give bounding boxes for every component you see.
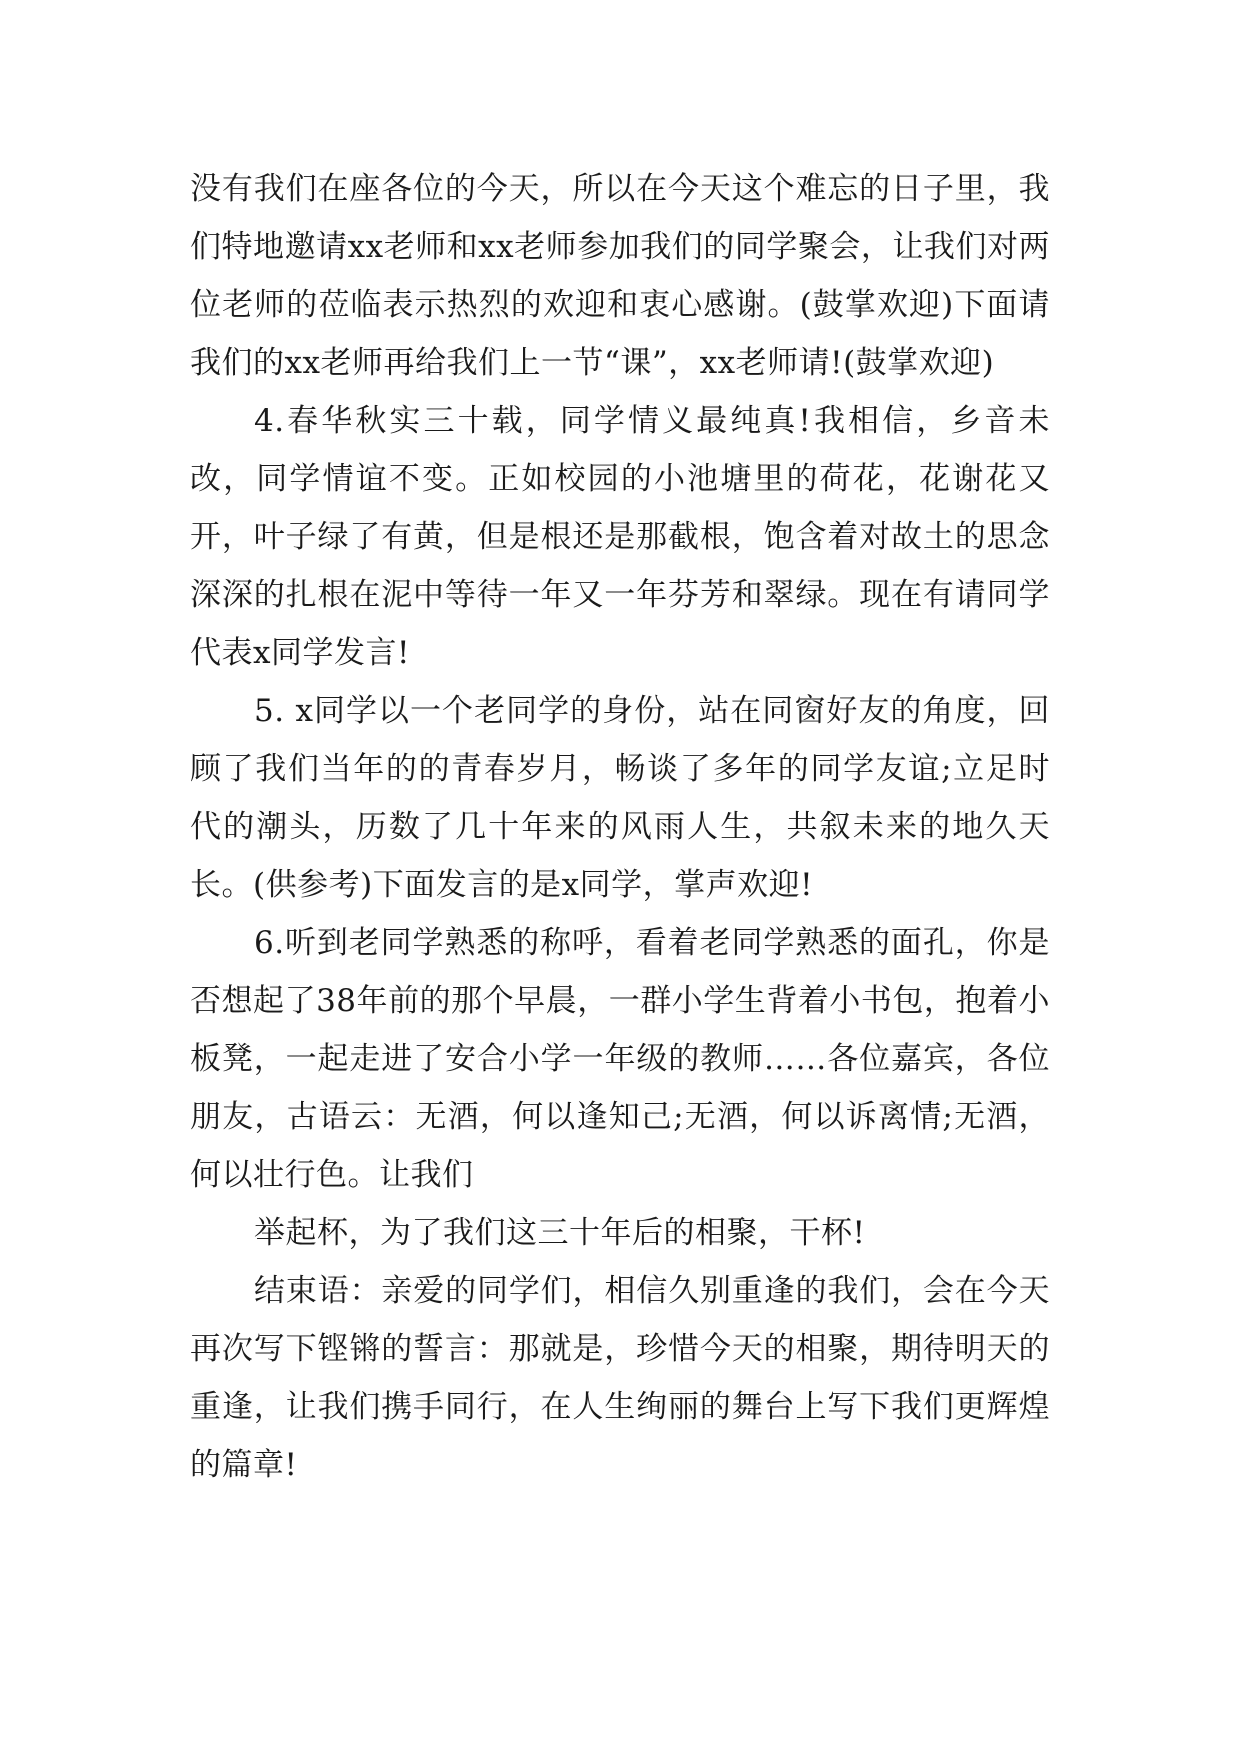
paragraph-6: 6.听到老同学熟悉的称呼，看着老同学熟悉的面孔，你是否想起了38年前的那个早晨，一群小学生背着小书包，抱着小板凳，一起走进了安合小学一年级的教师……各位嘉宾，各位朋友，古语云：无酒，何以逢知己;无酒，何以诉离情;无酒，何以壮行色。让我们 — [190, 925, 1050, 1193]
paragraph-5: 5. x同学以一个老同学的身份，站在同窗好友的角度，回顾了我们当年的的青春岁月，畅谈了多年的同学友谊;立足时代的潮头，历数了几十年来的风雨人生，共叙未来的地久天长。(供参考)下面发言的是x同学，掌声欢迎! — [190, 693, 1050, 903]
paragraph-4: 4.春华秋实三十载，同学情义最纯真!我相信，乡音未改，同学情谊不变。正如校园的小池塘里的荷花，花谢花又开，叶子绿了有黄，但是根还是那截根，饱含着对故土的思念深深的扎根在泥中等待一年又一年芬芳和翠绿。现在有请同学代表x同学发言! — [190, 403, 1050, 671]
paragraph-toast: 举起杯，为了我们这三十年后的相聚，干杯! — [254, 1215, 866, 1251]
document-body — [190, 160, 1050, 1494]
paragraph-closing: 结束语：亲爱的同学们，相信久别重逢的我们，会在今天再次写下铿锵的誓言：那就是，珍惜今天的相聚，期待明天的重逢，让我们携手同行，在人生绚丽的舞台上写下我们更辉煌的篇章! — [190, 1273, 1050, 1483]
paragraph-continuation: 没有我们在座各位的今天，所以在今天这个难忘的日子里，我们特地邀请xx老师和xx老师参加我们的同学聚会，让我们对两位老师的莅临表示热烈的欢迎和衷心感谢。(鼓掌欢迎)下面请我们的xx老师再给我们上一节“课”，xx老师请!(鼓掌欢迎) — [190, 171, 1050, 381]
